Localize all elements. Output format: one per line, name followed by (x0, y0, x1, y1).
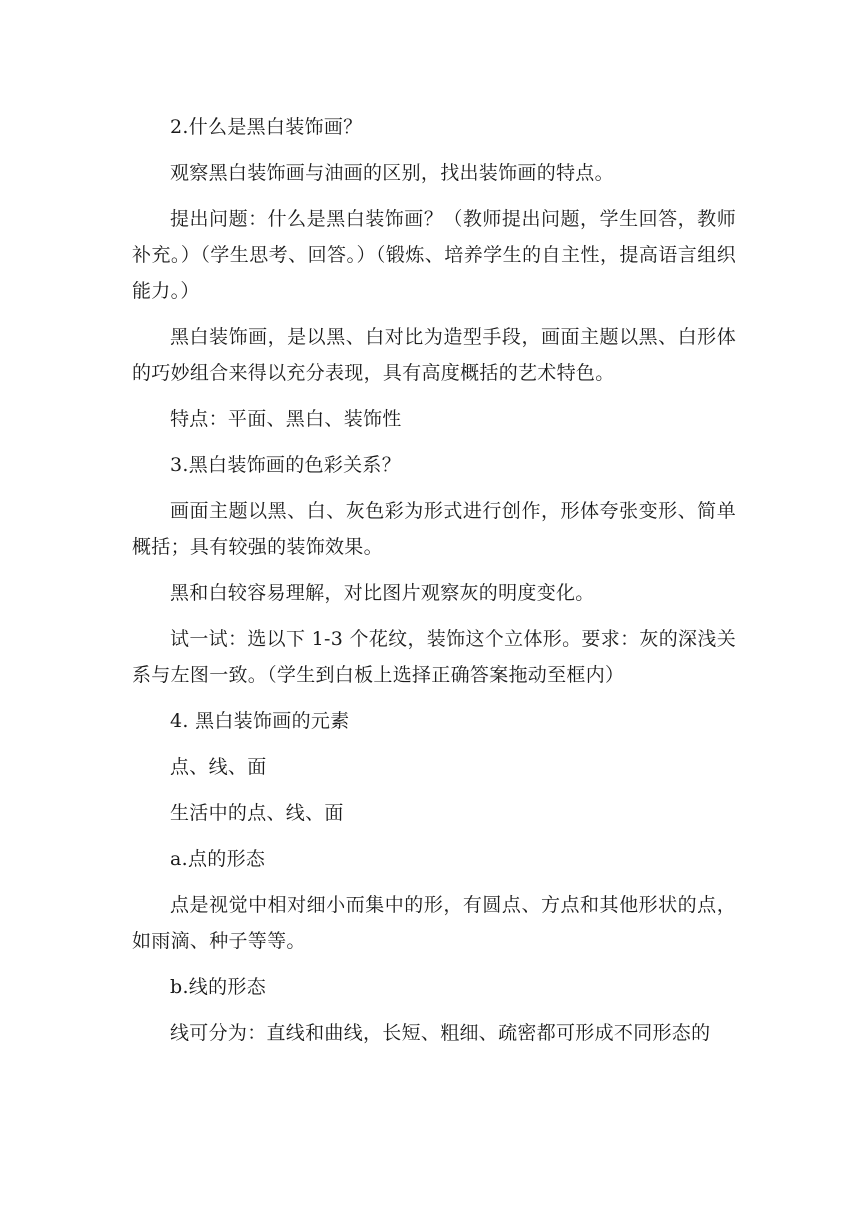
paragraph-point-line-plane: 点、线、面 (170, 756, 267, 778)
heading-point-form: a.点的形态 (170, 848, 266, 870)
paragraph-features: 特点：平面、黑白、装饰性 (170, 408, 402, 430)
heading-elements: 4. 黑白装饰画的元素 (170, 710, 350, 732)
heading-color-relationship: 3.黑白装饰画的色彩关系？ (170, 454, 402, 476)
paragraph-definition: 黑白装饰画，是以黑、白对比为造型手段，画面主题以黑、白形体的巧妙组合来得以充分表现，具有高度概括的艺术特色。 (132, 326, 736, 384)
paragraph-try-it: 试一试：选以下 1-3 个花纹，装饰这个立体形。要求：灰的深浅关系与左图一致。（学生到白板上选择正确答案拖动至框内） (132, 628, 736, 686)
heading-line-form: b.线的形态 (170, 976, 267, 998)
paragraph-line-description: 线可分为：直线和曲线，长短、粗细、疏密都可形成不同形态的 (170, 1022, 711, 1044)
paragraph-question: 提出问题：什么是黑白装饰画？（教师提出问题，学生回答，教师补充。）（学生思考、回答。）（锻炼、培养学生的自主性，提高语言组织能力。） (132, 208, 736, 302)
paragraph-black-white-gray: 黑和白较容易理解，对比图片观察灰的明度变化。 (170, 582, 595, 604)
heading-what-is-bw-decorative-painting: 2.什么是黑白装饰画？ (170, 116, 363, 138)
paragraph-point-description: 点是视觉中相对细小而集中的形，有圆点、方点和其他形状的点，如雨滴、种子等等。 (132, 894, 736, 952)
paragraph-color-description: 画面主题以黑、白、灰色彩为形式进行创作，形体夸张变形、简单概括；具有较强的装饰效果。 (132, 500, 736, 558)
paragraph-in-life: 生活中的点、线、面 (170, 802, 344, 824)
document-body (132, 109, 736, 1061)
paragraph-observe-difference: 观察黑白装饰画与油画的区别，找出装饰画的特点。 (170, 162, 614, 184)
